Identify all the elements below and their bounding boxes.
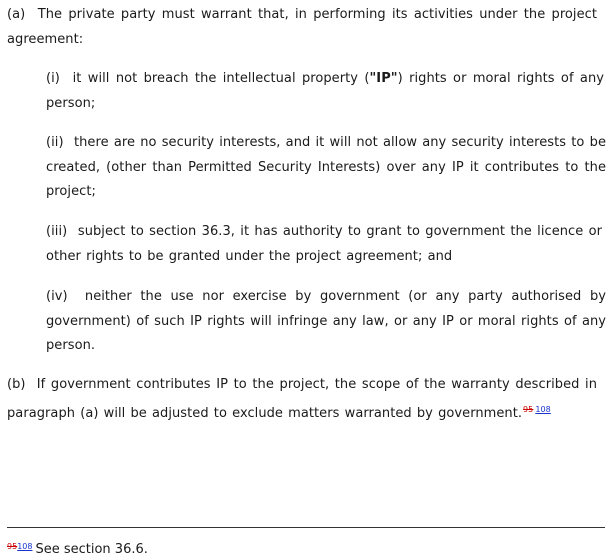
paragraph-label: (b): [7, 377, 26, 392]
subparagraph-text: subject to section 36.3, it has authority to grant to government the licence or other rights to be granted under the project agreement; and: [46, 224, 602, 264]
subparagraph-ii: [46, 131, 606, 205]
footnote-ref-link[interactable]: 108: [535, 404, 551, 414]
footnote-number-deleted: 95: [7, 542, 18, 551]
footnote: [7, 538, 148, 559]
footnote-separator: [7, 527, 605, 528]
paragraph-text: The private party must warrant that, in performing its activities under the project agreement:: [7, 7, 597, 47]
subparagraph-label: (i): [46, 71, 60, 86]
subparagraph-text: it will not breach the intellectual property (: [72, 71, 370, 86]
subparagraph-text: there are no security interests, and it will not allow any security interests to be created, (other than Permitted Security Interests) over any IP it contributes to the project;: [46, 135, 606, 199]
footnote-number-inserted[interactable]: 108: [17, 542, 33, 551]
defined-term-ip: "IP": [369, 71, 398, 86]
subparagraph-label: (iii): [46, 224, 68, 239]
subparagraph-text-continued: ) rights or moral rights of any person;: [46, 71, 604, 111]
footnote-ref-deleted: 95: [523, 404, 534, 414]
subparagraph-label: (iv): [46, 289, 68, 304]
paragraph-a: [7, 3, 597, 52]
subparagraph-iii: [46, 220, 602, 269]
subparagraph-label: (ii): [46, 135, 64, 150]
footnote-text: See section 36.6.: [35, 542, 148, 557]
subparagraph-i: [46, 67, 604, 116]
paragraph-label: (a): [7, 7, 26, 22]
subparagraph-text: neither the use nor exercise by government (or any party authorised by government) of such IP rights will infringe any law, or any IP or moral rights of any person.: [46, 289, 606, 353]
paragraph-b: [7, 373, 597, 426]
subparagraph-iv: [46, 285, 606, 359]
paragraph-text: If government contributes IP to the project, the scope of the warranty described in paragraph (a) will be adjusted to exclude matters warranted by government.: [7, 377, 597, 421]
